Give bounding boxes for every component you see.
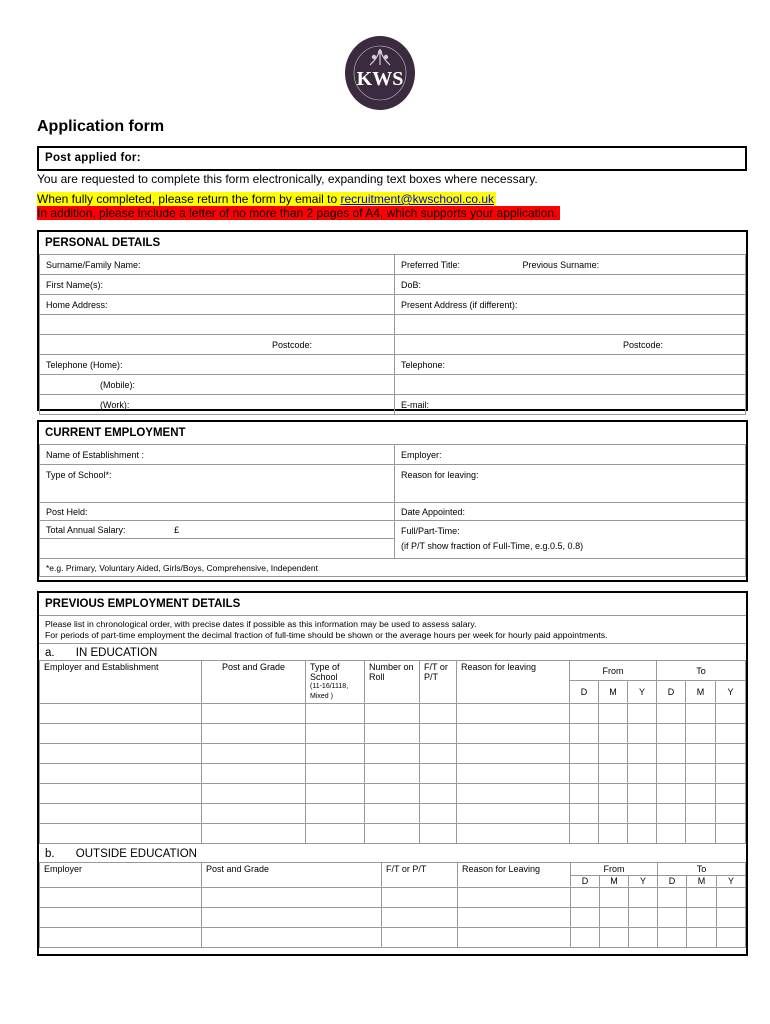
from-year: Y bbox=[628, 681, 657, 704]
table-cell[interactable] bbox=[40, 908, 202, 928]
table-cell[interactable] bbox=[600, 908, 629, 928]
table-cell[interactable] bbox=[600, 888, 629, 908]
table-cell[interactable] bbox=[599, 764, 628, 784]
table-cell[interactable] bbox=[629, 888, 658, 908]
telephone-mobile-label: (Mobile): bbox=[100, 379, 136, 390]
table-row bbox=[40, 804, 746, 824]
present-postcode-label: Postcode: bbox=[622, 339, 663, 350]
current-employment-table bbox=[39, 444, 746, 577]
table-cell[interactable] bbox=[599, 784, 628, 804]
out-from-month: M bbox=[600, 876, 629, 888]
table-cell[interactable] bbox=[420, 824, 457, 844]
table-cell[interactable] bbox=[717, 908, 746, 928]
post-applied-field[interactable] bbox=[37, 146, 747, 171]
table-cell[interactable] bbox=[420, 764, 457, 784]
email-instruction-text: When fully completed, please return the form by email to bbox=[37, 192, 341, 206]
table-cell[interactable] bbox=[202, 888, 382, 908]
from-month: M bbox=[599, 681, 628, 704]
personal-details-section bbox=[37, 230, 748, 411]
table-cell[interactable] bbox=[382, 888, 458, 908]
outside-education-rows bbox=[40, 888, 746, 948]
table-cell[interactable] bbox=[365, 744, 420, 764]
telephone-label: Telephone: bbox=[401, 359, 446, 370]
first-names-field[interactable] bbox=[40, 275, 395, 295]
table-cell[interactable] bbox=[365, 704, 420, 724]
table-cell[interactable] bbox=[420, 724, 457, 744]
table-cell[interactable] bbox=[458, 908, 571, 928]
table-cell[interactable] bbox=[420, 744, 457, 764]
reason-for-leaving-field[interactable] bbox=[395, 465, 746, 503]
table-cell[interactable] bbox=[629, 908, 658, 928]
table-cell[interactable] bbox=[457, 724, 570, 744]
col-post-grade: Post and Grade bbox=[202, 661, 306, 704]
date-appointed-field[interactable] bbox=[395, 503, 746, 521]
dob-field[interactable] bbox=[395, 275, 746, 295]
table-cell[interactable] bbox=[457, 704, 570, 724]
to-month: M bbox=[686, 681, 716, 704]
outside-education-letter: b. bbox=[45, 848, 55, 860]
table-cell[interactable] bbox=[40, 784, 202, 804]
logo-text: KWS bbox=[356, 68, 404, 90]
table-cell[interactable] bbox=[628, 724, 657, 744]
establishment-label: Name of Establishment : bbox=[46, 449, 145, 460]
table-cell[interactable] bbox=[658, 888, 687, 908]
table-row bbox=[40, 764, 746, 784]
table-cell[interactable] bbox=[202, 824, 306, 844]
table-row bbox=[40, 928, 746, 948]
table-cell[interactable] bbox=[40, 764, 202, 784]
table-cell[interactable] bbox=[658, 928, 687, 948]
table-cell[interactable] bbox=[657, 724, 686, 744]
table-cell[interactable] bbox=[420, 704, 457, 724]
table-cell[interactable] bbox=[716, 784, 746, 804]
previous-employment-notes bbox=[39, 615, 746, 643]
table-cell[interactable] bbox=[657, 824, 686, 844]
table-cell[interactable] bbox=[202, 764, 306, 784]
table-cell[interactable] bbox=[599, 824, 628, 844]
out-to-year: Y bbox=[717, 876, 746, 888]
table-cell[interactable] bbox=[686, 764, 716, 784]
email-field[interactable] bbox=[395, 395, 746, 415]
table-cell[interactable] bbox=[628, 784, 657, 804]
table-cell[interactable] bbox=[657, 744, 686, 764]
personal-details-table bbox=[39, 254, 746, 415]
telephone-home-field[interactable] bbox=[40, 355, 395, 375]
out-col-post-grade: Post and Grade bbox=[202, 863, 382, 888]
email-label: E-mail: bbox=[401, 399, 430, 410]
telephone-work-field[interactable] bbox=[40, 395, 395, 415]
current-employment-heading: CURRENT EMPLOYMENT bbox=[45, 427, 186, 439]
table-cell[interactable] bbox=[686, 824, 716, 844]
in-education-heading bbox=[39, 643, 746, 660]
table-cell[interactable] bbox=[570, 764, 599, 784]
post-held-field[interactable] bbox=[40, 503, 395, 521]
telephone-work-label: (Work): bbox=[100, 399, 130, 410]
table-cell[interactable] bbox=[40, 928, 202, 948]
table-cell[interactable] bbox=[202, 908, 382, 928]
table-cell[interactable] bbox=[686, 804, 716, 824]
table-cell[interactable] bbox=[365, 764, 420, 784]
table-cell[interactable] bbox=[306, 764, 365, 784]
table-cell[interactable] bbox=[629, 928, 658, 948]
previous-note-1: Please list in chronological order, with precise dates if possible as this information may be used to assess salary. bbox=[45, 619, 477, 629]
table-cell[interactable] bbox=[686, 724, 716, 744]
table-cell[interactable] bbox=[420, 804, 457, 824]
table-cell[interactable] bbox=[716, 704, 746, 724]
home-postcode-field[interactable] bbox=[40, 335, 395, 355]
table-row bbox=[40, 824, 746, 844]
table-cell[interactable] bbox=[657, 764, 686, 784]
present-address-line-2[interactable] bbox=[395, 315, 746, 335]
table-cell[interactable] bbox=[306, 784, 365, 804]
table-cell[interactable] bbox=[365, 724, 420, 744]
table-cell[interactable] bbox=[40, 888, 202, 908]
salary-field[interactable] bbox=[40, 521, 395, 539]
table-cell[interactable] bbox=[687, 908, 717, 928]
employer-field[interactable] bbox=[395, 445, 746, 465]
table-cell[interactable] bbox=[658, 908, 687, 928]
col-ft-pt: F/T or P/T bbox=[420, 661, 457, 704]
table-cell[interactable] bbox=[202, 724, 306, 744]
in-education-letter: a. bbox=[45, 647, 55, 659]
outside-education-table bbox=[39, 862, 746, 948]
home-postcode-label: Postcode: bbox=[271, 339, 312, 350]
table-cell[interactable] bbox=[687, 888, 717, 908]
previous-note-2: For periods of part-time employment the decimal fraction of full-time should be shown or the average hours per week for hourly paid appointments. bbox=[45, 630, 608, 640]
col-employer-establishment: Employer and Establishment bbox=[40, 661, 202, 704]
out-col-ft-pt: F/T or P/T bbox=[382, 863, 458, 888]
table-cell[interactable] bbox=[40, 824, 202, 844]
col-from: From bbox=[570, 661, 657, 681]
intro-text: You are requested to complete this form electronically, expanding text boxes where necessary. bbox=[37, 172, 538, 186]
table-cell[interactable] bbox=[599, 704, 628, 724]
home-address-label: Home Address: bbox=[46, 299, 108, 310]
type-of-school-header: Type of School bbox=[310, 662, 340, 682]
out-col-reason: Reason for Leaving bbox=[458, 863, 571, 888]
table-cell[interactable] bbox=[628, 764, 657, 784]
table-cell[interactable] bbox=[457, 804, 570, 824]
outside-education-title: OUTSIDE EDUCATION bbox=[75, 848, 197, 860]
table-cell[interactable] bbox=[202, 784, 306, 804]
table-cell[interactable] bbox=[306, 704, 365, 724]
table-cell[interactable] bbox=[686, 784, 716, 804]
table-cell[interactable] bbox=[40, 744, 202, 764]
full-part-time-label: Full/Part-Time: bbox=[401, 526, 460, 536]
table-cell[interactable] bbox=[457, 784, 570, 804]
table-cell[interactable] bbox=[628, 824, 657, 844]
table-cell[interactable] bbox=[365, 824, 420, 844]
table-cell[interactable] bbox=[599, 724, 628, 744]
table-cell[interactable] bbox=[40, 704, 202, 724]
outside-education-heading bbox=[39, 845, 746, 862]
table-row bbox=[40, 744, 746, 764]
table-cell[interactable] bbox=[306, 744, 365, 764]
post-applied-label: Post applied for: bbox=[45, 152, 141, 164]
table-cell[interactable] bbox=[382, 908, 458, 928]
table-cell[interactable] bbox=[657, 704, 686, 724]
home-address-field[interactable] bbox=[40, 295, 395, 315]
school-logo bbox=[344, 35, 416, 111]
out-col-to: To bbox=[658, 863, 746, 876]
first-names-label: First Name(s): bbox=[46, 279, 103, 290]
table-cell[interactable] bbox=[202, 804, 306, 824]
table-cell[interactable] bbox=[202, 744, 306, 764]
to-year: Y bbox=[716, 681, 746, 704]
salary-extra-field[interactable] bbox=[40, 539, 395, 559]
col-number-on-roll: Number on Roll bbox=[365, 661, 420, 704]
table-cell[interactable] bbox=[657, 784, 686, 804]
out-to-month: M bbox=[687, 876, 717, 888]
table-cell[interactable] bbox=[716, 744, 746, 764]
table-cell[interactable] bbox=[599, 744, 628, 764]
out-col-employer: Employer bbox=[40, 863, 202, 888]
previous-surname-label: Previous Surname: bbox=[522, 259, 600, 270]
table-cell[interactable] bbox=[382, 928, 458, 948]
table-cell[interactable] bbox=[202, 928, 382, 948]
page-title: Application form bbox=[37, 118, 165, 135]
home-address-line-2[interactable] bbox=[40, 315, 395, 335]
table-cell[interactable] bbox=[570, 744, 599, 764]
table-cell[interactable] bbox=[570, 784, 599, 804]
dob-label: DoB: bbox=[401, 279, 422, 290]
telephone-mobile-field[interactable] bbox=[40, 375, 395, 395]
table-cell[interactable] bbox=[717, 928, 746, 948]
preferred-title-label: Preferred Title: bbox=[401, 259, 461, 270]
table-cell[interactable] bbox=[40, 804, 202, 824]
col-type-of-school bbox=[306, 661, 365, 704]
table-cell[interactable] bbox=[306, 824, 365, 844]
in-education-rows bbox=[40, 704, 746, 844]
fraction-note: (if P/T show fraction of Full-Time, e.g.0.5, 0.8) bbox=[401, 541, 584, 551]
type-of-school-note: (11-16/1118, Mixed ) bbox=[310, 683, 349, 700]
table-cell[interactable] bbox=[306, 724, 365, 744]
current-employment-section bbox=[37, 420, 748, 582]
col-reason-for-leaving: Reason for leaving bbox=[457, 661, 570, 704]
col-to: To bbox=[657, 661, 746, 681]
letter-instruction: In addition, please include a letter of no more than 2 pages of A4, which supports your application. bbox=[37, 206, 560, 220]
table-cell[interactable] bbox=[686, 704, 716, 724]
table-cell[interactable] bbox=[40, 724, 202, 744]
previous-employment-heading: PREVIOUS EMPLOYMENT DETAILS bbox=[45, 598, 241, 610]
previous-employment-section bbox=[37, 591, 748, 956]
table-cell[interactable] bbox=[628, 804, 657, 824]
table-cell[interactable] bbox=[716, 804, 746, 824]
in-education-title: IN EDUCATION bbox=[75, 647, 158, 659]
in-education-table bbox=[39, 660, 746, 844]
table-cell[interactable] bbox=[570, 804, 599, 824]
type-of-school-label: Type of School*: bbox=[46, 470, 112, 480]
table-cell[interactable] bbox=[628, 704, 657, 724]
blank-cell bbox=[395, 375, 746, 395]
table-cell[interactable] bbox=[458, 888, 571, 908]
school-type-footnote: *e.g. Primary, Voluntary Aided, Girls/Boys, Comprehensive, Independent bbox=[40, 559, 746, 577]
telephone-field[interactable] bbox=[395, 355, 746, 375]
personal-details-heading: PERSONAL DETAILS bbox=[45, 237, 161, 249]
table-cell[interactable] bbox=[570, 724, 599, 744]
employer-label: Employer: bbox=[401, 449, 442, 460]
table-row bbox=[40, 724, 746, 744]
table-cell[interactable] bbox=[717, 888, 746, 908]
email-link[interactable]: recruitment@kwschool.co.uk bbox=[340, 192, 495, 206]
table-cell[interactable] bbox=[599, 804, 628, 824]
table-cell[interactable] bbox=[365, 784, 420, 804]
table-cell[interactable] bbox=[457, 824, 570, 844]
type-of-school-field[interactable] bbox=[40, 465, 395, 503]
table-cell[interactable] bbox=[570, 704, 599, 724]
table-cell[interactable] bbox=[600, 928, 629, 948]
to-day: D bbox=[657, 681, 686, 704]
table-cell[interactable] bbox=[571, 888, 600, 908]
surname-label: Surname/Family Name: bbox=[46, 259, 141, 270]
table-cell[interactable] bbox=[457, 764, 570, 784]
telephone-home-label: Telephone (Home): bbox=[46, 359, 123, 370]
full-part-time-field[interactable] bbox=[395, 521, 746, 559]
out-to-day: D bbox=[658, 876, 687, 888]
table-cell[interactable] bbox=[571, 928, 600, 948]
out-from-year: Y bbox=[629, 876, 658, 888]
table-cell[interactable] bbox=[716, 824, 746, 844]
present-address-label: Present Address (if different): bbox=[401, 299, 518, 310]
date-appointed-label: Date Appointed: bbox=[401, 506, 466, 517]
salary-label: Total Annual Salary: bbox=[46, 524, 126, 535]
table-cell[interactable] bbox=[687, 928, 717, 948]
table-cell[interactable] bbox=[716, 764, 746, 784]
table-row bbox=[40, 908, 746, 928]
reason-for-leaving-label: Reason for leaving: bbox=[401, 470, 479, 480]
table-cell[interactable] bbox=[457, 744, 570, 764]
establishment-field[interactable] bbox=[40, 445, 395, 465]
pound-sign: £ bbox=[174, 524, 180, 535]
table-cell[interactable] bbox=[365, 804, 420, 824]
table-cell[interactable] bbox=[686, 744, 716, 764]
present-address-field[interactable] bbox=[395, 295, 746, 315]
out-from-day: D bbox=[571, 876, 600, 888]
table-cell[interactable] bbox=[420, 784, 457, 804]
table-cell[interactable] bbox=[716, 724, 746, 744]
surname-field[interactable] bbox=[40, 255, 395, 275]
table-cell[interactable] bbox=[570, 824, 599, 844]
table-row bbox=[40, 784, 746, 804]
table-cell[interactable] bbox=[306, 804, 365, 824]
table-cell[interactable] bbox=[202, 704, 306, 724]
from-day: D bbox=[570, 681, 599, 704]
table-row bbox=[40, 888, 746, 908]
email-instruction bbox=[37, 192, 496, 206]
table-row bbox=[40, 704, 746, 724]
table-cell[interactable] bbox=[571, 908, 600, 928]
table-cell[interactable] bbox=[628, 744, 657, 764]
table-cell[interactable] bbox=[657, 804, 686, 824]
title-field[interactable] bbox=[395, 255, 746, 275]
present-postcode-field[interactable] bbox=[395, 335, 746, 355]
out-col-from: From bbox=[571, 863, 658, 876]
post-held-label: Post Held: bbox=[46, 506, 88, 517]
table-cell[interactable] bbox=[458, 928, 571, 948]
